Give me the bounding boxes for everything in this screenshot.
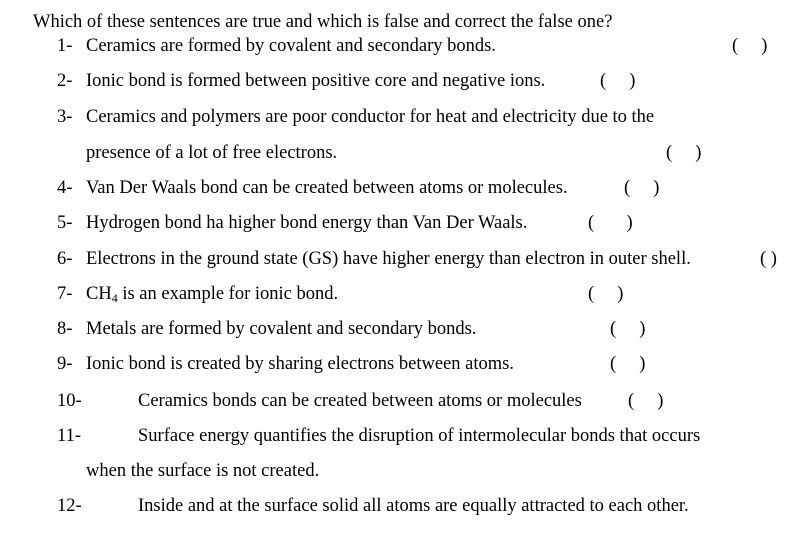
item-number: 1- <box>57 36 73 56</box>
item-text: Inside and at the surface solid all atoms are equally attracted to each other. <box>138 496 689 516</box>
answer-blank[interactable]: ( ) <box>588 284 624 304</box>
item-number: 12- <box>57 496 82 516</box>
answer-blank[interactable]: ( ) <box>666 143 702 163</box>
item-text <box>86 283 338 305</box>
item-text: Electrons in the ground state (GS) have higher energy than electron in outer shell. <box>86 249 691 269</box>
item-number: 7- <box>57 284 73 304</box>
item-number: 9- <box>57 354 73 374</box>
item-text: Ionic bond is created by sharing electrons between atoms. <box>86 354 514 374</box>
formula-subscript: 4 <box>111 291 118 305</box>
answer-blank[interactable]: ( ) <box>610 319 646 339</box>
item-number: 8- <box>57 319 73 339</box>
item-text: Ceramics are formed by covalent and secondary bonds. <box>86 36 496 56</box>
item-number: 5- <box>57 213 73 233</box>
item-number: 6- <box>57 249 73 269</box>
answer-blank[interactable]: ( ) <box>760 249 777 269</box>
answer-blank[interactable]: ( ) <box>624 178 660 198</box>
answer-blank[interactable]: ( ) <box>600 71 636 91</box>
item-text: Surface energy quantifies the disruption of intermolecular bonds that occurs <box>138 426 701 446</box>
item-text-continuation: presence of a lot of free electrons. <box>86 143 338 163</box>
question-heading: Which of these sentences are true and which is false and correct the false one? <box>33 12 613 32</box>
answer-blank[interactable]: ( ) <box>588 213 633 233</box>
item-text-rest: is an example for ionic bond. <box>117 284 339 304</box>
answer-blank[interactable]: ( ) <box>628 391 664 411</box>
item-text: Ceramics bonds can be created between atoms or molecules <box>138 391 582 411</box>
item-text-continuation: when the surface is not created. <box>86 461 320 481</box>
item-text: Hydrogen bond ha higher bond energy than Van Der Waals. <box>86 213 528 233</box>
item-text: Ionic bond is formed between positive core and negative ions. <box>86 71 546 91</box>
formula-ch: CH <box>86 284 112 304</box>
item-text: Ceramics and polymers are poor conductor for heat and electricity due to the <box>86 107 655 127</box>
item-number: 11- <box>57 426 81 446</box>
item-number: 10- <box>57 391 82 411</box>
item-number: 3- <box>57 107 73 127</box>
item-number: 4- <box>57 178 73 198</box>
answer-blank[interactable]: ( ) <box>610 354 646 374</box>
item-number: 2- <box>57 71 73 91</box>
item-text: Metals are formed by covalent and secondary bonds. <box>86 319 477 339</box>
item-text: Van Der Waals bond can be created between atoms or molecules. <box>86 178 568 198</box>
answer-blank[interactable]: ( ) <box>732 36 768 56</box>
